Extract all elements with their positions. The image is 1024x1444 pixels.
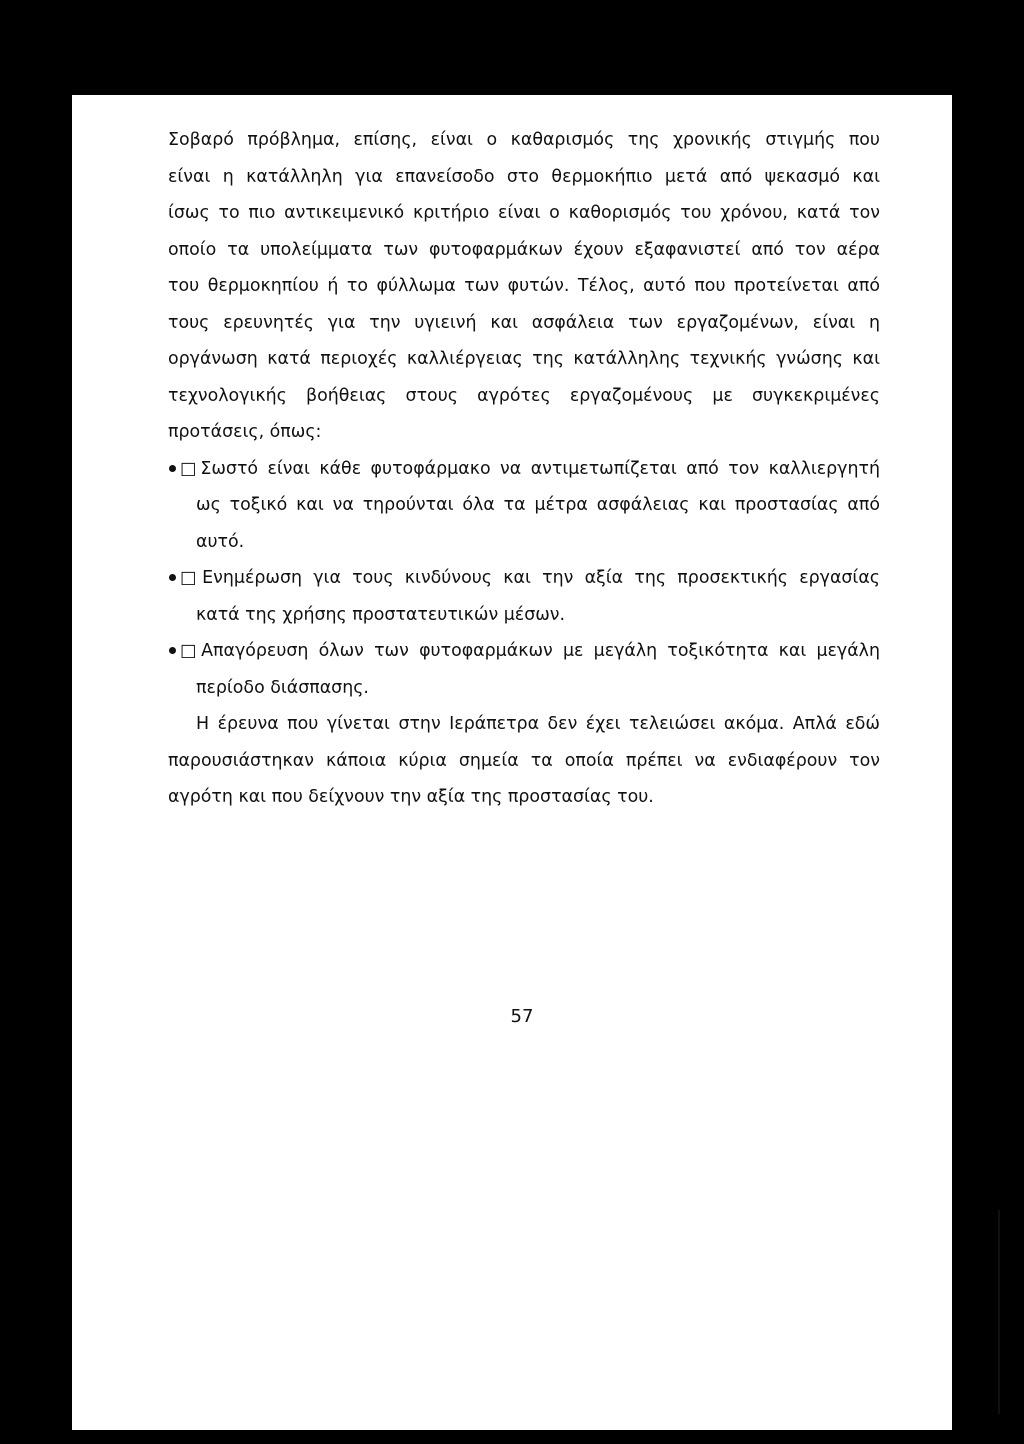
page-body: [168, 122, 880, 816]
paragraph-line: τους ερευνητές για την υγιεινή και ασφάλεια των εργαζομένων, είναι η: [168, 312, 880, 333]
bullet-dot-icon: [169, 574, 176, 581]
paragraph-line: είναι η κατάλληλη για επανείσοδο στο θερμοκήπιο μετά από ψεκασμό και: [168, 166, 880, 187]
page-footer: [0, 1002, 1024, 1032]
paragraph-line: αγρότη και που δείχνουν την αξία της προστασίας του.: [168, 787, 654, 807]
list-item-text: ως τοξικό και να τηρούνται όλα τα μέτρα ασφάλειας και προστασίας από: [196, 495, 880, 515]
bullet-list: [168, 451, 880, 707]
bullet-dot-icon: [169, 647, 176, 654]
paragraph-line: παρουσιάστηκαν κάποια κύρια σημεία τα οποία πρέπει να ενδιαφέρουν τον: [168, 750, 880, 771]
paragraph-line: του θερμοκηπίου ή το φύλλωμα των φυτών. Τέλος, αυτό που προτείνεται από: [168, 276, 880, 296]
paragraph-line: οποίο τα υπολείμματα των φυτοφαρμάκων έχουν εξαφανιστεί από τον αέρα: [168, 239, 880, 260]
scan-border-left: [0, 0, 72, 1444]
paragraph-line: Σοβαρό πρόβλημα, επίσης, είναι ο καθαρισμός της χρονικής στιγμής που: [168, 130, 880, 150]
list-item-text: □Σωστό είναι κάθε φυτοφάρμακο να αντιμετωπίζεται από τον καλλιεργητή: [180, 458, 880, 479]
paragraph-2: [168, 706, 880, 816]
scan-border-right: [952, 0, 1024, 1444]
paragraph-line: οργάνωση κατά περιοχές καλλιέργειας της κατάλληλης τεχνικής γνώσης και: [168, 349, 880, 369]
paragraph-line: ίσως το πιο αντικειμενικό κριτήριο είναι ο καθορισμός του χρόνου, κατά τον: [168, 203, 880, 223]
list-item-text: αυτό.: [196, 531, 245, 552]
paragraph-line: προτάσεις, όπως:: [168, 422, 322, 442]
paragraph-line: τεχνολογικής βοήθειας στους αγρότες εργαζομένους με συγκεκριμένες: [168, 385, 880, 406]
bullet-dot-icon: [169, 465, 176, 472]
page-number: 57: [510, 1006, 534, 1027]
list-item: [168, 633, 880, 706]
list-item: [168, 451, 880, 561]
scan-border-bottom: [0, 1430, 1024, 1444]
list-item-text: κατά της χρήσης προστατευτικών μέσων.: [196, 604, 566, 625]
list-item: [168, 560, 880, 633]
scan-border-top: [0, 0, 1024, 95]
margin-rule: [998, 1210, 1000, 1414]
paragraph-line: Η έρευνα που γίνεται στην Ιεράπετρα δεν έχει τελειώσει ακόμα. Απλά εδώ: [196, 714, 880, 734]
list-item-text: περίοδο διάσπασης.: [196, 677, 369, 698]
list-item-text: □Απαγόρευση όλων των φυτοφαρμάκων με μεγάλη τοξικότητα και μεγάλη: [180, 641, 880, 661]
list-item-text: □Ενημέρωση για τους κινδύνους και την αξία της προσεκτικής εργασίας: [180, 568, 880, 588]
paragraph-1: [168, 122, 880, 451]
